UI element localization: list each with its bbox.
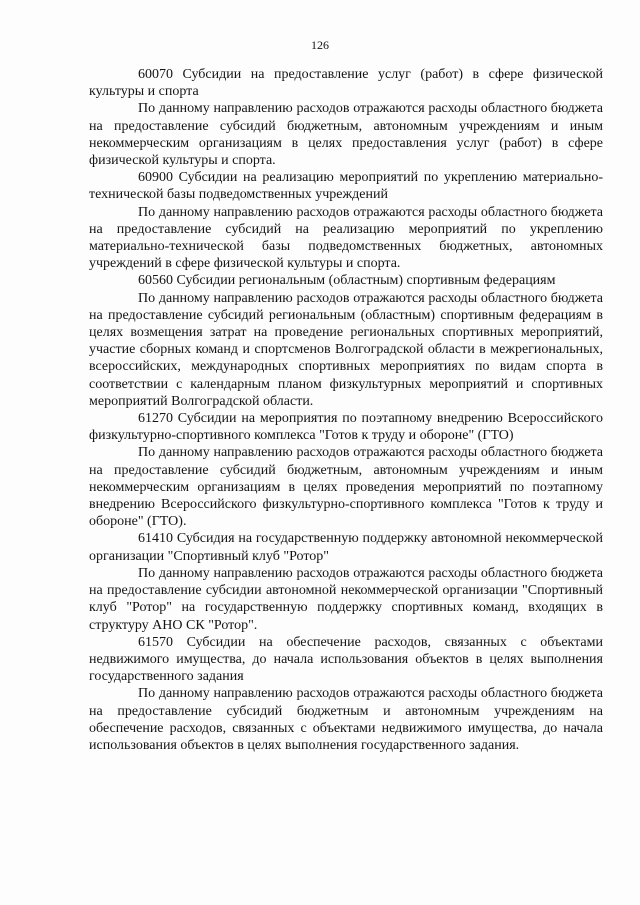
- section-text-60070: По данному направлению расходов отражаются расходы областного бюджета на предоставление субсидий бюджетным, автономным учреждениям и иным некоммерческим организациям в целях предоставления услуг (работ) в сфере физической культуры и спорта.: [89, 101, 603, 169]
- section-text-61270: По данному направлению расходов отражаются расходы областного бюджета на предоставление субсидий бюджетным, автономным учреждениям и иным некоммерческим организациям в целях проведения мероприятий по поэтапному внедрению Всероссийского физкультурно-спортивного комплекса "Готов к труду и обороне" (ГТО).: [89, 445, 603, 530]
- section-heading-60070: 60070 Субсидии на предоставление услуг (работ) в сфере физической культуры и спорта: [89, 67, 603, 100]
- document-body: [89, 66, 603, 754]
- page-number: 126: [311, 38, 329, 52]
- section-heading-61270: 61270 Субсидии на мероприятия по поэтапному внедрению Всероссийского физкультурно-спортивного комплекса "Готов к труду и обороне" (ГТО): [89, 411, 603, 444]
- section-text-60560: По данному направлению расходов отражаются расходы областного бюджета на предоставление субсидий региональным (областным) спортивным федерациям в целях возмещения затрат на проведение региональных спортивных мероприятий, участие сборных команд и спортсменов Волгоградской области в межрегиональных, всероссийских, международных спортивных мероприятиях по видам спорта в соответствии с календарным планом физкультурных мероприятий и спортивных мероприятий Волгоградской области.: [89, 290, 603, 409]
- section-heading-61570: 61570 Субсидии на обеспечение расходов, связанных с объектами недвижимого имущества, до начала использования объектов в целях выполнения государственного задания: [89, 634, 603, 685]
- section-text-60900: По данному направлению расходов отражаются расходы областного бюджета на предоставление субсидий на реализацию мероприятий по укреплению материально-технической базы подведомственных бюджетных, автономных учреждений в сфере физической культуры и спорта.: [89, 204, 603, 272]
- section-heading-60900: 60900 Субсидии на реализацию мероприятий по укреплению материально-технической базы подведомственных учреждений: [89, 170, 603, 203]
- section-text-61410: По данному направлению расходов отражаются расходы областного бюджета на предоставление субсидии автономной некоммерческой организации "Спортивный клуб "Ротор" на государственную поддержку спортивных команд, входящих в структуру АНО СК "Ротор".: [89, 565, 603, 633]
- section-heading-61410: 61410 Субсидия на государственную поддержку автономной некоммерческой организации "Спортивный клуб "Ротор": [89, 531, 603, 564]
- section-text-61570: По данному направлению расходов отражаются расходы областного бюджета на предоставление субсидий бюджетным и автономным учреждениям на обеспечение расходов, связанных с объектами недвижимого имущества, до начала использования объектов в целях выполнения государственного задания.: [89, 686, 603, 753]
- section-heading-60560: 60560 Субсидии региональным (областным) спортивным федерациям: [138, 273, 556, 289]
